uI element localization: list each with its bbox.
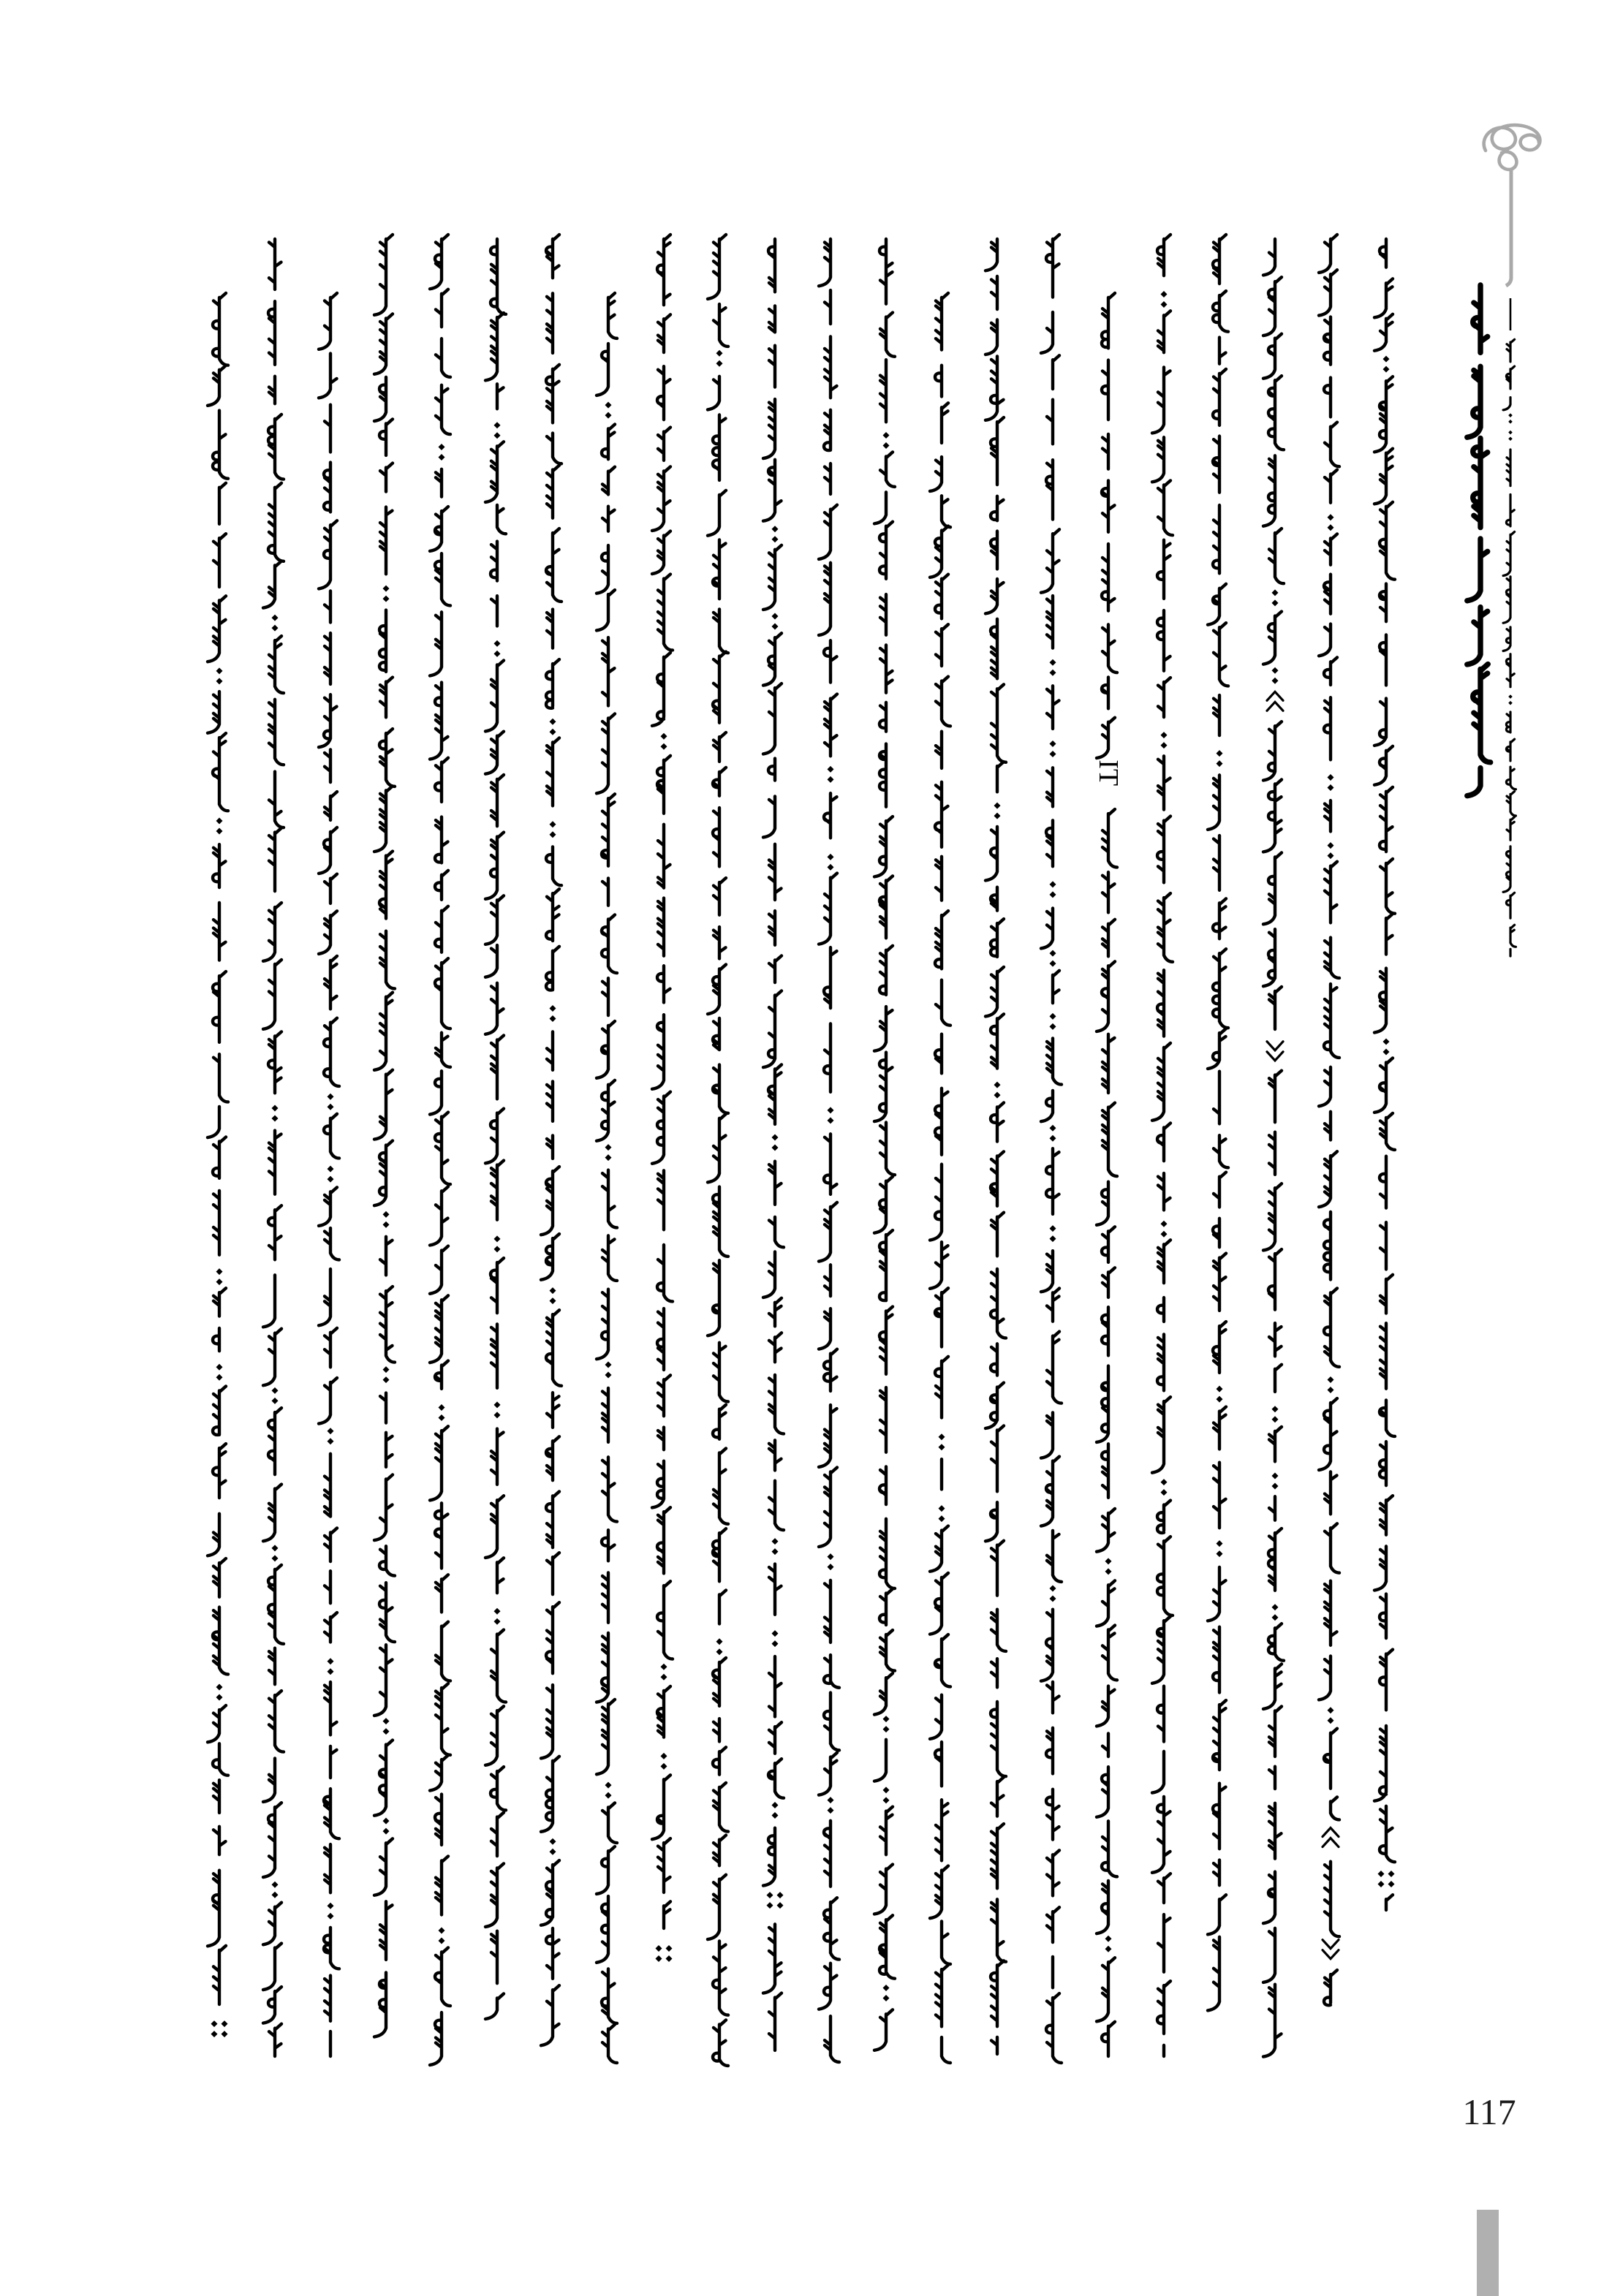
footer — [1462, 2091, 1516, 2296]
latin-fragment: IT — [1093, 759, 1124, 787]
article-title — [1467, 285, 1491, 796]
body-text — [208, 235, 1395, 2066]
page-number: 117 — [1462, 2091, 1516, 2132]
running-head — [1503, 298, 1516, 956]
footer-bar — [1477, 2210, 1499, 2296]
header-ornament-icon — [1484, 125, 1540, 286]
